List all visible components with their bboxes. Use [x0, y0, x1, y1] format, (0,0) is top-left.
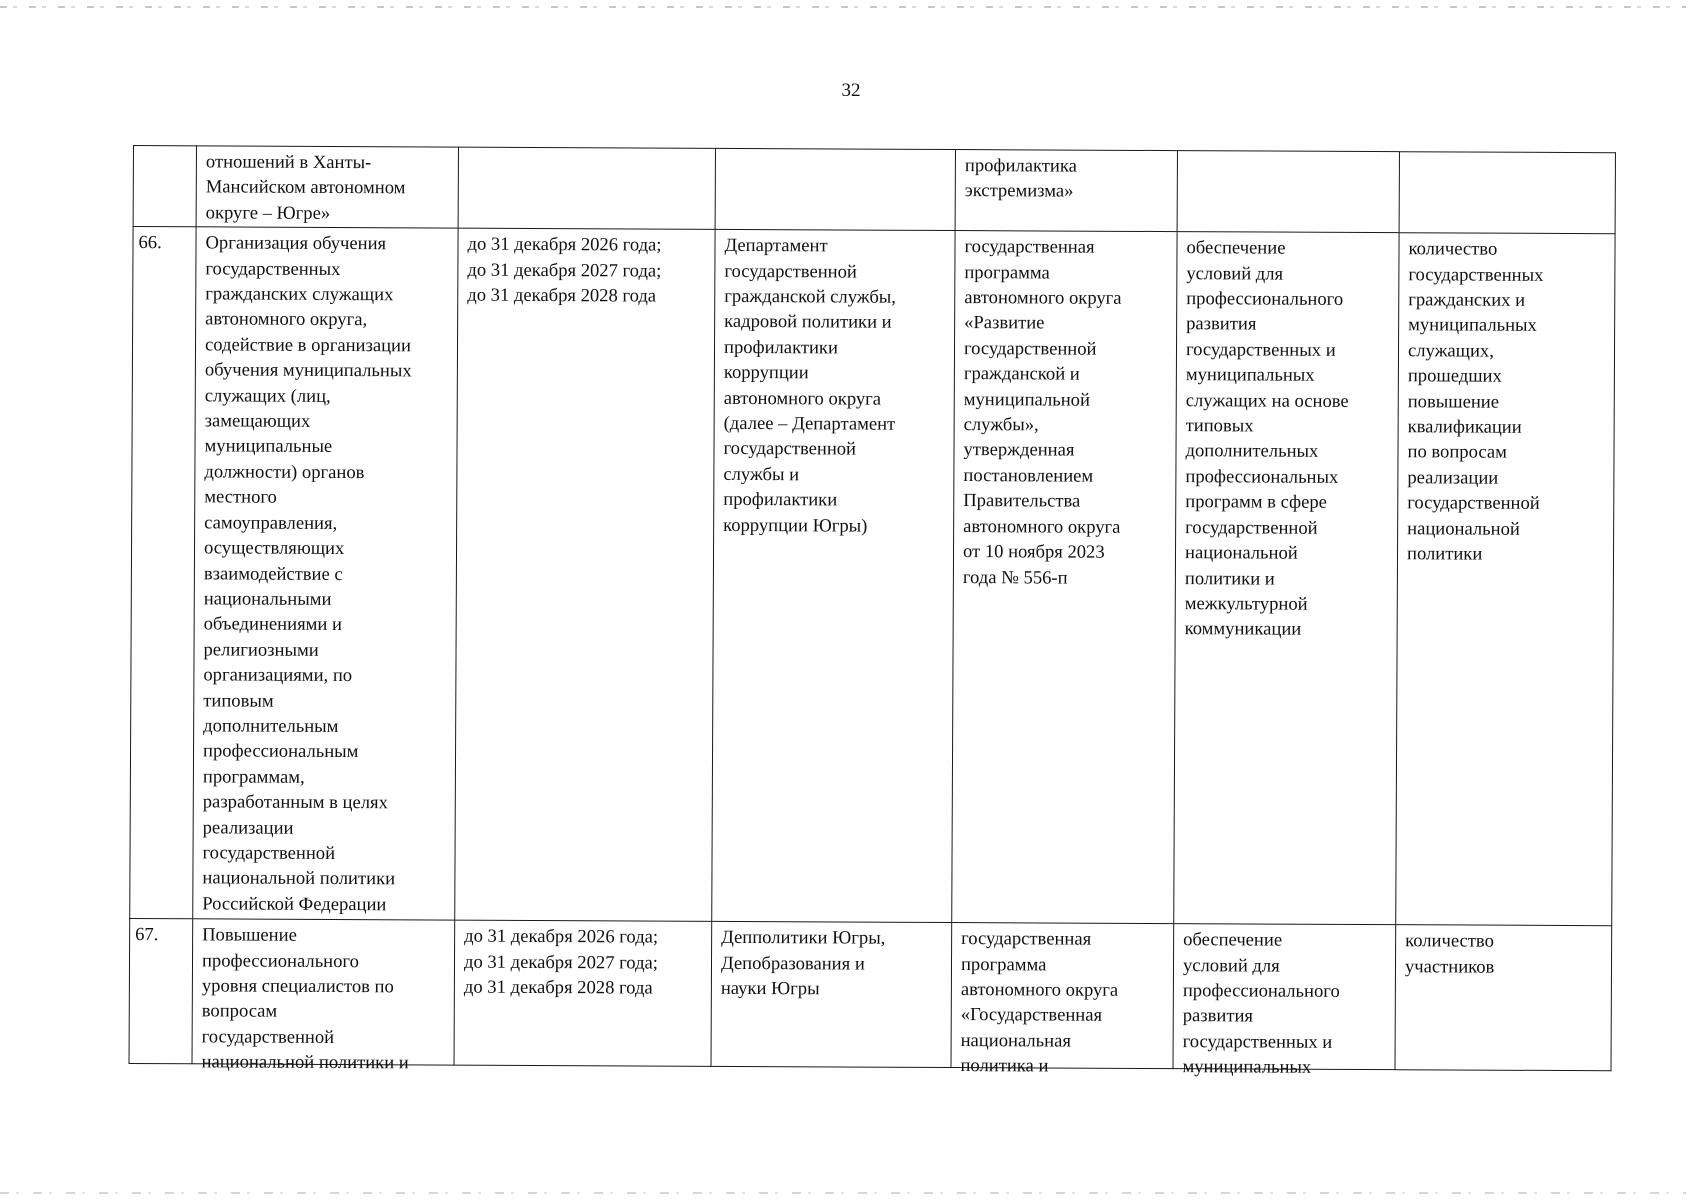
- deadline-text: до 31 декабря 2026 года; до 31 декабря 2027 года; до 31 декабря 2028 года: [467, 233, 662, 307]
- program-cell: [951, 923, 1174, 1077]
- row-number-cell: [130, 227, 196, 919]
- row-number-cell: [129, 919, 193, 1064]
- row-number: 66.: [138, 232, 162, 254]
- result-cell: [1177, 151, 1399, 233]
- scan-edge-top: [0, 6, 1686, 8]
- indicator-cell: [1395, 925, 1612, 1071]
- result-cell: [1174, 232, 1399, 925]
- event-cell: [196, 146, 458, 228]
- table-row-continuation: [133, 146, 1615, 234]
- program-cell: [955, 150, 1177, 232]
- page-number: 32: [841, 80, 861, 101]
- event-text: отношений в Ханты- Мансийском автономном округе – Югре»: [205, 151, 406, 224]
- table-row-67: [129, 919, 1612, 1071]
- deadline-cell: [458, 147, 715, 229]
- indicator-text: количество государственных гражданских и муниципальных служащих, прошедших повышение квалификации по вопросам реализации государственной национальной политики: [1406, 238, 1544, 565]
- event-cell: [192, 919, 455, 1074]
- executor-text: [725, 152, 947, 153]
- executor-text: Депполитики Югры, Депобразования и науки Югры: [720, 927, 886, 1000]
- program-text: профилактика экстремизма»: [964, 155, 1077, 203]
- executor-cell: [712, 230, 955, 923]
- result-cell: [1173, 924, 1396, 1079]
- deadline-cell: [455, 228, 715, 921]
- event-text: Повышение профессионального уровня специалистов по вопросам государственной национальной политики и: [201, 924, 409, 1074]
- deadline-cell: [454, 920, 712, 1066]
- event-text: Организация обучения государственных гражданских служащих автономного округа, содействие в организации обучения муниципальных служащих (лиц, замещающих муниципальные должности) органов местного самоуправления, осуществляющих взаимодействие с национальными объединениями и религиозными организациями, по типовым дополнительным профессиональным программам, разработанным в целях реализации государственной национальной политики Российской Федерации: [202, 232, 412, 916]
- program-text: государственная программа автономного округа «Развитие государственной гражданской и муниципальной службы», утвержденная постановлением Правительства автономного округа от 10 ноября 2023 года № 556-п: [962, 236, 1122, 589]
- row-number-cell: [133, 146, 196, 228]
- scan-edge-bottom: [0, 1192, 1686, 1194]
- executor-text: Департамент государственной гражданской службы, кадровой политики и профилактики коррупции автономного округа (далее – Департамент государственной службы и профилактики коррупции Югры): [723, 235, 897, 537]
- indicator-text: [1409, 155, 1607, 156]
- result-text: [1187, 154, 1391, 155]
- events-table: [129, 145, 1616, 1079]
- executor-cell: [711, 922, 952, 1068]
- executor-cell: [715, 148, 955, 230]
- program-cell: [952, 231, 1177, 924]
- indicator-cell: [1399, 152, 1615, 234]
- deadline-text: до 31 декабря 2026 года; до 31 декабря 2027 года; до 31 декабря 2028 года: [463, 925, 659, 999]
- deadline-text: [468, 151, 707, 152]
- indicator-cell: [1396, 233, 1615, 926]
- result-text: обеспечение условий для профессионального развития государственных и муниципальных: [1182, 929, 1340, 1079]
- indicator-text: количество участников: [1404, 930, 1495, 978]
- row-number: 67.: [135, 924, 159, 946]
- program-text: государственная программа автономного округа «Государственная национальная политика и: [960, 928, 1119, 1077]
- result-text: обеспечение условий для профессионального развития государственных и муниципальных служащих на основе типовых дополнительных профессиональных программ в сфере государственной национальной политики и межкультурной коммуникации: [1184, 237, 1349, 641]
- table-row-66: [130, 227, 1615, 926]
- event-cell: [193, 227, 458, 920]
